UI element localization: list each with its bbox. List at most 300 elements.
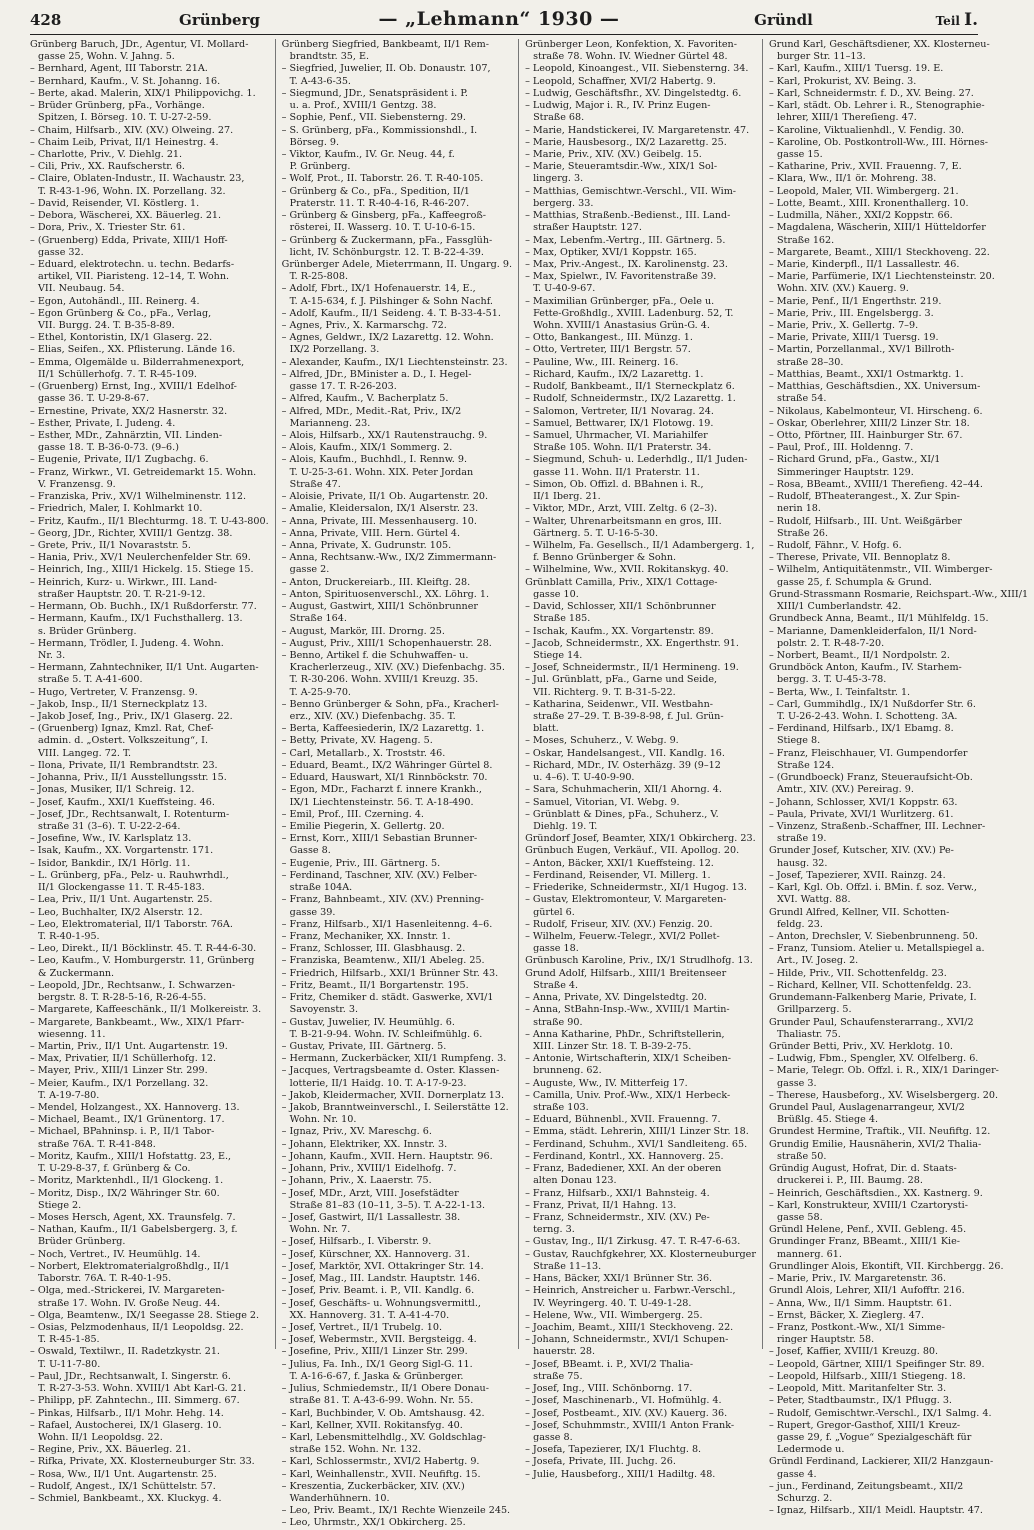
directory-entry-line: – Hugo, Vertreter, V. Franzensg. 9. — [30, 686, 198, 698]
directory-entry-line: Wanderhühnern. 10. — [289, 1493, 390, 1505]
directory-entry-line: – Josef, Schuhmmstr., XVIII/1 Anton Frank- — [525, 1419, 735, 1431]
directory-entry-line: – Max, Lebenfm.-Vertrg., III. Gärtnerg. 5. — [525, 234, 726, 246]
directory-entry-line: Straße 47. — [289, 478, 341, 490]
directory-entry-line: – Moses Hersch, Agent, XX. Traunsfelg. 7. — [30, 1212, 236, 1223]
directory-entry-line: VII. Richterg. 9. T. B-31-5-22. — [533, 686, 676, 698]
directory-entry-line: – Leo, Priv. Beamt., IX/1 Rechte Wienzeile 245. — [281, 1505, 511, 1517]
directory-entry-line: – Marie, Priv., X. Gellertg. 7–9. — [768, 320, 919, 332]
directory-entry-line: – Anton, Spirituosenverschl., XX. Löhrg. 1. — [281, 588, 490, 600]
directory-entry-line: – Leopold, Kinoangest., VII. Siebensterng. 34. — [525, 63, 749, 75]
directory-entry-line: straße 54. — [776, 393, 827, 405]
directory-entry-line: – Franz, Fleischhauer, VI. Gumpendorfer — [768, 747, 968, 759]
directory-entry-line: – Alfred, MDr., Medit.-Rat, Priv., IX/2 — [281, 405, 462, 417]
part-prefix: Teil — [935, 14, 960, 28]
directory-entry-line: – Ignaz, Hilfsarb., XII/1 Meidl. Hauptstr. 47. — [768, 1505, 983, 1517]
directory-entry-line: hauerstr. 28. — [533, 1346, 596, 1358]
directory-entry-line: Gründl Helene, Penf., XVII. Gebleng. 45. — [768, 1224, 967, 1236]
directory-entry-line: gasse 11. Wohn. II/1 Praterstr. 11. — [533, 466, 700, 478]
directory-entry-line: – Marie, Priv., IV. Margaretenstr. 36. — [768, 1273, 947, 1285]
directory-entry-line: Fette-Großhdlg., XVIII. Ladenburg. 52, T. — [533, 307, 734, 319]
directory-entry-line: – Michael, Beamt., IX/1 Grünentorg. 17. — [30, 1114, 225, 1126]
directory-entry-line: – Katharina, Seidenwr., VII. Westbahn- — [525, 698, 714, 710]
directory-entry-line: – Margarete, Kaffeeschänk., II/1 Molkereistr. 3. — [30, 1004, 262, 1016]
directory-entry-line: – Norbert, Elektromaterialgroßhdlg., II/1 — [30, 1260, 231, 1272]
directory-entry-line: Straße 68. — [533, 112, 585, 124]
directory-entry-line: – Oskar, Oberlehrer, XIII/2 Linzer Str. 18. — [768, 417, 970, 429]
directory-entry-line: alten Donau 123. — [533, 1175, 617, 1187]
directory-entry-line: – Max, Spielwr., IV. Favoritenstraße 39. — [525, 271, 717, 283]
directory-entry-line: – Anton, Bäcker, XXI/1 Kueffsteing. 12. — [525, 857, 714, 869]
directory-entry-line: – Julie, Hausbeforg., XIII/1 Hadiltg. 48. — [525, 1468, 716, 1480]
directory-entry-line: Wohn. Nr. 7. — [289, 1224, 351, 1236]
directory-entry-line: u. 4–6). T. U-40-9-90. — [533, 772, 635, 784]
directory-entry-line: Straße 124. — [776, 759, 835, 771]
directory-entry-line: – Ernst, Bäcker, X. Zieglerg. 47. — [768, 1309, 925, 1321]
directory-entry-line: – Johann, Kaufm., XVII. Hern. Hauptstr. 96. — [281, 1150, 493, 1162]
directory-entry-line: – Josef, Marktör, XVI. Ottakringer Str. 14. — [281, 1260, 484, 1272]
directory-entry-line: – Ischak, Kaufm., XX. Vorgartenstr. 89. — [525, 625, 714, 637]
directory-entry-line: VII. Burgg. 24. T. B-35-8-89. — [38, 320, 175, 332]
directory-entry-line: nerin 18. — [776, 503, 821, 515]
directory-entry-line: – Karoline, Ob. Postkontroll-Ww., III. Hörnes- — [768, 136, 989, 148]
directory-entry-line: – Peter, Stadtbaumstr., IX/1 Pflugg. 3. — [768, 1395, 952, 1407]
directory-entry-line: artikel, VII. Piaristeng. 12–14, T. Wohn. — [38, 271, 230, 283]
directory-entry-line: – Franz, Wirkwr., VI. Getreidemarkt 15. Wohn. — [30, 466, 257, 478]
directory-entry-line: – Matthias, Straßenb.-Bedienst., III. Land- — [525, 210, 731, 222]
directory-entry-line: – Karoline, Viktualienhdl., V. Fendig. 30. — [768, 124, 965, 136]
directory-entry-line: – Heinrich, Kurz- u. Wirkwr., III. Land- — [30, 576, 217, 588]
column-3 — [518, 39, 762, 1480]
directory-entry-line: gasse 58. — [776, 1212, 823, 1223]
directory-entry-line: – Johann, Schneidermstr., XVI/1 Schupen- — [525, 1334, 729, 1346]
directory-entry-line: – Marie, Steueramtsdir.-Ww., XIX/1 Sol- — [525, 161, 718, 173]
directory-entry-line: T. A-16-6-67, f. Jaska & Grünberger. — [289, 1370, 464, 1382]
directory-entry-line: – Eduard, Beamt., IX/2 Währinger Gürtel 8. — [281, 759, 493, 771]
directory-entry-line: – Eduard, Bühnenbl., XVII. Frauenng. 7. — [525, 1114, 721, 1126]
directory-entry-line: – Antonie, Wirtschafterin, XIX/1 Scheiben- — [525, 1053, 732, 1065]
directory-entry-line: Kracherlerzeug., XIV. (XV.) Diefenbachg. 35. — [289, 662, 505, 674]
directory-entry-line: – Richard, Kaufm., IX/2 Lazarettg. 1. — [525, 368, 704, 380]
directory-entry-line: – Franz, Bahnbeamt., XIV. (XV.) Prenning- — [281, 894, 484, 906]
directory-entry-line: – Berte, akad. Malerin, XIX/1 Philippovichg. 1. — [30, 87, 256, 99]
directory-entry-line: – Marie, Kinderpfl., II/1 Lassallestr. 46. — [768, 258, 960, 270]
directory-entry-line: – Moritz, Kaufm., XIII/1 Hofstattg. 23, E., — [30, 1150, 232, 1162]
directory-entry-line: – Camilla, Univ. Prof.-Ww., XIX/1 Herbeck- — [525, 1089, 731, 1101]
directory-entry-line: Straße 26. — [776, 527, 829, 539]
directory-entry-line: straßer Hauptstr. 127. — [533, 222, 642, 234]
directory-entry-line: hausg. 32. — [776, 857, 828, 869]
directory-entry-line: T. R-30-206. Wohn. XVIII/1 Kreuzg. 35. — [289, 674, 479, 686]
directory-entry-line: – Kreszentia, Zuckerbäcker, XIV. (XV.) — [281, 1480, 465, 1492]
directory-entry-line: – Anton, Druckereiarb., III. Kleiftg. 28. — [281, 576, 471, 588]
directory-entry-line: – Josef, Vertret., II/1 Trubelg. 10. — [281, 1321, 442, 1333]
directory-entry-line: – Leopold, Mitt. Maritanfelter Str. 3. — [768, 1383, 947, 1395]
directory-entry-line: Grünberg Siegfried, Bankbeamt, II/1 Rem- — [281, 39, 490, 50]
directory-entry-line: – Josef, Mag., III. Landstr. Hauptstr. 146. — [281, 1273, 481, 1285]
directory-entry-line: – Olga, med.-Strickerei, IV. Margareten- — [30, 1285, 225, 1297]
directory-entry-line: – Salomon, Vertreter, II/1 Novarag. 24. — [525, 405, 714, 417]
directory-entry-line: – Johann, Priv., X. Laaerstr. 75. — [281, 1175, 432, 1187]
directory-entry-line: – Leopold, JDr., Rechtsanw., I. Schwarzen- — [30, 979, 236, 991]
directory-entry-line: – Olga, Beamtenw., IX/1 Seegasse 28. Stiege 2. — [30, 1309, 260, 1321]
directory-entry-line: gasse 3. — [776, 1077, 817, 1089]
directory-entry-line: – Eduard, elektrotechn. u. techn. Bedarfs- — [30, 258, 235, 270]
directory-entry-line: – Alois, Kaufm., XIX/1 Sommerg. 2. — [281, 442, 453, 454]
directory-entry-line: druckerei i. P., III. Baumg. 28. — [776, 1175, 923, 1187]
directory-entry-line: Nr. 3. — [38, 649, 66, 661]
directory-entry-line: Grundbeck Anna, Beamt., II/1 Mühlfeldg. 15. — [768, 613, 989, 625]
directory-entry-line: – Franziska, Beamtenw., XII/1 Abeleg. 25. — [281, 955, 485, 967]
directory-entry-line: Grundemann-Falkenberg Marie, Private, I. — [768, 992, 977, 1004]
directory-entry-line: – Grünblatt & Dines, pFa., Schuherz., V. — [525, 808, 719, 820]
directory-entry-line: – Rafael, Austocherei, IX/1 Glaserg. 10. — [30, 1419, 222, 1431]
directory-entry-line: Praterstr. 11. T. R-40-4-16, R-46-207. — [289, 197, 470, 209]
directory-entry-line: – Schmiel, Bankbeamt., XX. Kluckyg. 4. — [30, 1493, 222, 1505]
directory-entry-line: – Ferdinand, Schuhm., XVI/1 Sandleiteng. 65. — [525, 1138, 748, 1150]
directory-entry-line: – Hans, Bäcker, XXI/1 Brünner Str. 36. — [525, 1273, 713, 1285]
directory-entry-line: burger Str. 11–13. — [776, 51, 866, 63]
directory-entry-line: – Moritz, Disp., IX/2 Währinger Str. 60. — [30, 1187, 220, 1199]
directory-entry-line: gürtel 6. — [533, 906, 575, 918]
directory-entry-line: Straße 4. — [533, 979, 579, 991]
directory-entry-line: bergstr. 8. T. R-28-5-16, R-26-4-55. — [38, 992, 207, 1004]
directory-entry-line: Grundl Alois, Lehrer, XII/1 Aufofftr. 216. — [768, 1285, 965, 1297]
directory-entry-line: – Alexander, Kaufm., IX/1 Liechtensteinstr. 23. — [281, 356, 508, 368]
directory-entry-line: Wohn. Nr. 10. — [289, 1114, 357, 1126]
directory-entry-line: V. Franzensg. 9. — [38, 478, 116, 490]
directory-entry-line: Grunder Josef, Kutscher, XIV. (XV.) Pe- — [768, 845, 954, 857]
directory-entry-line: – Hermann, Ob. Buchh., IX/1 Rußdorferstr. 77. — [30, 601, 257, 613]
directory-entry-line: – Karl, Schneidermstr. f. D., XV. Being. 27. — [768, 87, 974, 99]
directory-entry-line: – Grünberg & Co., pFa., Spedition, II/1 — [281, 185, 470, 197]
directory-entry-line: Grundinger Franz, BBeamt., XIII/1 Kie- — [768, 1236, 961, 1248]
directory-entry-line: – Carl, Metallarb., X. Troststr. 46. — [281, 747, 446, 759]
directory-entry-line: straße 90. — [533, 1016, 583, 1028]
directory-entry-line: – Emil, Prof., III. Czerning. 4. — [281, 808, 424, 820]
directory-entry-line: mannerg. 61. — [776, 1248, 842, 1260]
directory-entry-line: – Otto, Vertreter, III/1 Bergstr. 57. — [525, 344, 691, 356]
directory-entry-line: gasse 18. T. B-36-0-73. (9–6.) — [38, 442, 179, 454]
directory-entry-line: – Sophie, Penf., VII. Siebensterng. 29. — [281, 112, 466, 124]
directory-entry-line: ringer Hauptstr. 58. — [776, 1334, 875, 1346]
directory-entry-line: Grillparzerg. 5. — [776, 1004, 852, 1016]
directory-entry-line: – Leo, Direkt., II/1 Böcklinstr. 45. T. R-44-6-30. — [30, 943, 257, 955]
directory-entry-line: – Paul, JDr., Rechtsanwalt, I. Singerstr. 6. — [30, 1370, 231, 1382]
directory-entry-line: T. U-40-9-67. — [533, 283, 596, 295]
directory-entry-line: – Bernhard, Kaufm., V. St. Johanng. 16. — [30, 75, 221, 87]
directory-entry-line: – Josef, Hilfsarb., I. Viberstr. 9. — [281, 1236, 432, 1248]
directory-entry-line: – Ernst, Korr., XIII/1 Sebastian Brunner- — [281, 833, 478, 845]
directory-entry-line: – Karl, Konstrukteur, XVIII/1 Czartorysti- — [768, 1199, 968, 1211]
directory-entry-line: – Gustav, Elektromonteur, V. Margareten- — [525, 894, 727, 906]
directory-entry-line: gasse 29, f. „Vogue“ Spezialgeschäft für — [776, 1431, 972, 1443]
directory-entry-line: – Josefine, Ww., IV. Karlsplatz 13. — [30, 833, 192, 845]
directory-entry-line: – Rudolf, Gemischtwr.-Verschl., IX/1 Salmg. 4. — [768, 1407, 992, 1419]
directory-entry-line: T. A-25-9-70. — [289, 686, 351, 698]
directory-entry-line: – Rosa, Ww., II/1 Unt. Augartenstr. 25. — [30, 1468, 217, 1480]
directory-entry-line: – Philipp, pF. Zahntechn., III. Simmerg. 67. — [30, 1395, 240, 1407]
directory-entry-line: – Charlotte, Priv., V. Diehlg. 21. — [30, 148, 183, 160]
directory-entry-line: – Johann, Elektriker, XX. Innstr. 3. — [281, 1138, 448, 1150]
directory-entry-line: – Fritz, Kaufm., II/1 Blechturmg. 18. T. U-43-800. — [30, 515, 269, 527]
directory-entry-line: – Marie, Priv., III. Engelsbergg. 3. — [768, 307, 934, 319]
directory-entry-line: Grünberg Baruch, JDr., Agentur, VI. Mollard- — [30, 39, 249, 50]
directory-entry-line: – Hermann, Trödler, I. Judeng. 4. Wohn. — [30, 637, 224, 649]
directory-entry-line: – Simon, Ob. Offizl. d. BBahnen i. R., — [525, 478, 704, 490]
directory-entry-line: – Leo, Kaufm., V. Homburgerstr. 11, Grünberg — [30, 955, 255, 967]
directory-entry-line: – Emilie Piegerin, X. Gellertg. 20. — [281, 821, 445, 832]
directory-entry-line: – Anna, StBahn-Insp.-Ww., XVIII/1 Martin- — [525, 1004, 730, 1016]
directory-entry-line: – Egon, Autohändl., III. Reinerg. 4. — [30, 295, 200, 307]
directory-entry-line: – Michael, BPahninsp. i. P., II/1 Tabor- — [30, 1126, 215, 1138]
directory-entry-line: – Grete, Priv., II/1 Novaraststr. 5. — [30, 539, 191, 551]
directory-entry-line: XIII. Linzer Str. 18. T. B-39-2-75. — [533, 1040, 692, 1052]
directory-entry-line: – Sara, Schuhmacherin, XII/1 Ahorng. 4. — [525, 784, 722, 796]
directory-entry-line: – Max, Privatier, II/1 Schüllerhofg. 12. — [30, 1053, 217, 1065]
directory-entry-line: – Egon Grünberg & Co., pFa., Verlag, — [30, 307, 212, 319]
directory-entry-line: – Anna, Private, III. Messenhauserg. 10. — [281, 515, 477, 527]
directory-entry-line: brandtstr. 35, E. — [289, 51, 370, 63]
directory-entry-line: – Dora, Priv., X. Triester Str. 61. — [30, 222, 186, 234]
directory-entry-line: – Carl, Gummihdlg., IX/1 Nußdorfer Str. 6. — [768, 698, 976, 710]
directory-entry-line: – Moritz, Marktenhdl., II/1 Glockeng. 1. — [30, 1175, 224, 1187]
directory-entry-line: – Viktor, Kaufm., IV. Gr. Neug. 44, f. — [281, 148, 455, 160]
directory-entry-line: Wohn. XIV. (XV.) Kauerg. 9. — [776, 283, 909, 295]
directory-entry-line: – August, Markör, III. Drorng. 25. — [281, 625, 445, 637]
directory-entry-line: – Viktor, MDr., Arzt, VIII. Zeltg. 6 (2–3). — [525, 503, 718, 515]
directory-entry-line: – Samuel, Bettwarer, IX/1 Flotowg. 19. — [525, 417, 714, 429]
directory-entry-line: – Katharine, Priv., XVII. Frauenng. 7, E. — [768, 161, 962, 173]
directory-entry-line: – Paula, Private, XVI/1 Wurlitzerg. 61. — [768, 808, 954, 820]
directory-entry-line: – Magdalena, Wäscherin, XIII/1 Hütteldorfer — [768, 222, 986, 234]
directory-entry-line: – Osias, Pelzmodenhaus, II/1 Leopoldsg. 22. — [30, 1321, 244, 1333]
directory-entry-line: Gärtnerg. 5. T. U-16-5-30. — [533, 527, 659, 539]
directory-entry-line: – Leopold, Hilfsarb., XIII/1 Stiegeng. 18. — [768, 1370, 966, 1382]
directory-entry-line: – Franz, Tunsiom. Atelier u. Metallspiegel a. — [768, 943, 985, 955]
directory-entry-line: straße 75. — [533, 1370, 583, 1382]
directory-entry-line: – Anna, Private, VIII. Hern. Gürtel 4. — [281, 527, 461, 539]
directory-entry-line: IX/2 Porzellang. 3. — [289, 344, 380, 356]
directory-entry-line: – Johann, Priv., XVIII/1 Eidelhofg. 7. — [281, 1163, 457, 1175]
directory-entry-line: – Marianne, Damenkleiderfalon, II/1 Nord- — [768, 625, 977, 637]
directory-entry-line: straße 19. — [776, 833, 827, 845]
directory-entry-line: blatt. — [533, 723, 559, 735]
directory-entry-line: – Rudolf, Fähnr., V. Hofg. 6. — [768, 539, 902, 551]
directory-entry-line: Stiege 14. — [533, 649, 583, 661]
directory-entry-line: T. U-25-3-61. Wohn. XIX. Peter Jordan — [289, 466, 474, 478]
directory-entry-line: – Franz, Postkont.-Ww., XI/1 Simme- — [768, 1321, 945, 1333]
directory-entry-line: Taborstr. 76A. T. R-40-1-95. — [38, 1273, 172, 1285]
directory-entry-line: Straße 105. Wohn. II/1 Praterstr. 34. — [533, 442, 712, 454]
directory-entry-line: Gründig August, Hofrat, Dir. d. Staats- — [768, 1163, 957, 1175]
directory-entry-line: – Joachim, Beamt., XIII/1 Steckhoveng. 22. — [525, 1321, 734, 1333]
directory-entry-line: – Karl, Schlossermstr., XVI/2 Habertg. 9. — [281, 1456, 480, 1468]
directory-entry-line: Grünberger Leon, Konfektion, X. Favoriten- — [525, 39, 737, 50]
directory-entry-line: – Otto, Bankangest., III. Münzg. 1. — [525, 332, 693, 344]
directory-entry-line: – Emma, Olgemälde u. Bilderrahmenexport, — [30, 356, 245, 368]
directory-entry-line: – Isidor, Bankdir., IX/1 Hörlg. 11. — [30, 857, 191, 869]
directory-entry-line: – Berta, Kaffeesiederin, IX/2 Lazarettg. 1. — [281, 723, 485, 735]
directory-entry-line: – Wilhelmine, Ww., XVII. Rokitanskyg. 40. — [525, 564, 729, 576]
directory-entry-line: T. B-21-9-94. Wohn. IV. Schleifmühlg. 6. — [289, 1028, 483, 1040]
directory-entry-line: P. Grünberg. — [289, 161, 351, 173]
directory-entry-line: – Margarete, Beamt., XIII/1 Steckhoveng. 22. — [768, 246, 990, 258]
directory-entry-line: – Hermann, Kaufm., IX/1 Fuchsthallerg. 13. — [30, 613, 243, 625]
directory-entry-line: gasse 17. T. R-26-203. — [289, 381, 397, 393]
directory-entry-line: – Brüder Grünberg, pFa., Vorhänge. — [30, 100, 205, 112]
directory-entry-line: – Therese, Hausbeforg., XV. Wiselsbergerg. 20. — [768, 1089, 999, 1101]
directory-entry-line: – Matthias, Geschäftsdien., XX. Universum- — [768, 381, 981, 393]
directory-entry-line: Grunder Paul, Schaufensterarrang., XVI/2 — [768, 1016, 974, 1028]
directory-entry-line: T. R-40-1-95. — [38, 930, 100, 942]
directory-entry-line: – Siegmund, Schuh- u. Lederhdlg., II/1 Juden- — [525, 454, 748, 466]
directory-entry-line: – Rudolf, BTheaterangest., X. Zur Spin- — [768, 491, 960, 503]
directory-entry-line: bergerg. 33. — [533, 197, 594, 209]
directory-entry-line: straße 76A. T. R-41-848. — [38, 1138, 156, 1150]
directory-entry-line: – Johann, Schlosser, XVI/1 Koppstr. 63. — [768, 796, 958, 808]
directory-entry-line: – Franz, Privat, II/1 Hahng. 13. — [525, 1199, 677, 1211]
directory-entry-line: – Karl, städt. Ob. Lehrer i. R., Stenographie- — [768, 100, 985, 112]
directory-entry-line: – Samuel, Uhrmacher, VI. Mariahilfer — [525, 430, 708, 441]
directory-entry-line: gasse 2. — [289, 564, 330, 576]
directory-entry-line: – Josef, Webermstr., XVII. Bergsteigg. 4. — [281, 1334, 477, 1346]
directory-entry-line: Simmeringer Hauptstr. 129. — [776, 466, 914, 478]
directory-entry-line: admin. d. „Ostert. Volkszeitung“, I. — [38, 735, 209, 747]
directory-entry-line: gasse 32. — [38, 246, 84, 258]
directory-entry-line: – Maximilian Grünberger, pFa., Oele u. — [525, 295, 715, 307]
directory-entry-line: Gründl Ferdinand, Lackierer, XII/2 Hanzgaun- — [768, 1456, 994, 1468]
directory-columns — [30, 39, 1029, 1529]
directory-entry-line: – Leo, Buchhalter, IX/2 Alserstr. 12. — [30, 906, 203, 918]
directory-entry-line: – Matthias, Beamt., XXI/1 Ostmarktg. 1. — [768, 368, 964, 380]
part-number: I. — [964, 10, 978, 30]
directory-entry-line: – Ludmilla, Näher., XXI/2 Koppstr. 66. — [768, 210, 953, 222]
directory-entry-line: – Marie, Penf., II/1 Engerthstr. 219. — [768, 295, 942, 307]
directory-entry-line: Schurzg. 2. — [776, 1493, 833, 1505]
directory-entry-line: Grünberger Adele, Mieterrmann, II. Ungarg. 9. — [281, 258, 513, 270]
directory-entry-line: s. Brüder Grünberg. — [38, 625, 137, 637]
directory-entry-line: – Ludwig, Major i. R., IV. Prinz Eugen- — [525, 100, 711, 112]
directory-entry-line: straße 50. — [776, 1150, 827, 1162]
directory-entry-line: – Amalie, Kleidersalon, IX/1 Alserstr. 23. — [281, 503, 479, 515]
column-4 — [762, 39, 1034, 1517]
directory-entry-line: – Jakob, Kleidermacher, XVII. Dornerplatz 13. — [281, 1089, 505, 1101]
directory-entry-line: gasse 25, Wohn. V. Jahng. 5. — [38, 51, 175, 63]
directory-entry-line: – Rudolf, Schneidermstr., IX/2 Lazarettg. 1. — [525, 393, 736, 405]
directory-entry-line: polstr. 2. T. R-48-7-20. — [776, 637, 885, 649]
directory-entry-line: – Karl, Kgl. Ob. Offzl. i. BMin. f. soz. Verw., — [768, 882, 977, 894]
directory-entry-line: Straße 185. — [533, 613, 591, 625]
directory-entry-line: – Otto, Pförtner, III. Hainburger Str. 67. — [768, 430, 963, 441]
directory-entry-line: – August, Gastwirt, XIII/1 Schönbrunner — [281, 601, 478, 613]
directory-entry-line: straße 28–30. — [776, 356, 844, 368]
directory-entry-line: – Rifka, Private, XX. Klosterneuburger Str. 33. — [30, 1456, 255, 1468]
directory-entry-line: lotterie, II/1 Haidg. 10. T. A-17-9-23. — [289, 1077, 467, 1089]
directory-entry-line: straße 152. Wohn. Nr. 132. — [289, 1444, 422, 1456]
directory-entry-line: – Wilhelm, Fa. Gesellsch., II/1 Adambergerg. 1, — [525, 539, 755, 551]
directory-entry-line: – Emma, städt. Lehrerin, XIII/1 Linzer Str. 18. — [525, 1126, 749, 1138]
directory-entry-line: – Lotte, Beamt., XIII. Kronenthallerg. 10. — [768, 197, 969, 209]
directory-entry-line: – L. Grünberg, pFa., Pelz- u. Rauhwrhdl., — [30, 869, 229, 881]
directory-entry-line: Ledermode u. — [776, 1444, 845, 1456]
directory-entry-line: Straße 164. — [289, 613, 347, 625]
directory-entry-line: lehrer, XIII/1 Thereſieng. 47. — [776, 112, 917, 124]
directory-entry-line: – Hermann, Zahntechniker, II/1 Unt. Augarten- — [30, 662, 259, 674]
directory-entry-line: – Ignaz, Priv., XV. Mareschg. 6. — [281, 1126, 432, 1138]
directory-entry-line: – Josefa, Tapezierer, IX/1 Fluchtg. 8. — [525, 1444, 702, 1456]
directory-entry-line: f. Benno Grünberger & Sohn. — [533, 552, 677, 564]
directory-entry-line: Savoyenstr. 3. — [289, 1004, 358, 1016]
directory-entry-line: – Josef, Tapezierer, XVII. Rainzg. 24. — [768, 869, 946, 881]
directory-entry-line: – Martin, Priv., II/1 Unt. Augartenstr. 19. — [30, 1040, 228, 1052]
directory-entry-line: II/1 Schüllerhofg. 7. T. R-45-109. — [38, 368, 197, 380]
directory-entry-line: – Matthias, Gemischtwr.-Verschl., VII. Wim- — [525, 185, 737, 197]
directory-entry-line: – Anna, Private, XV. Dingelstedtg. 20. — [525, 992, 707, 1004]
directory-entry-line: – Max, Optiker, XVI/1 Koppstr. 165. — [525, 246, 697, 258]
directory-entry-line: – Marie, Hausbesorg., IX/2 Lazarettg. 25. — [525, 136, 727, 148]
column-1 — [30, 39, 275, 1505]
directory-entry-line: – Gustav, Rauchfgkehrer, XX. Klosterneuburger — [525, 1248, 756, 1260]
directory-entry-line: – Paul, Prof., III. Holdenng. 7. — [768, 442, 914, 454]
directory-entry-line: Grundlinger Alois, Ekontift, VII. Kirchbergg. 26. — [768, 1260, 1004, 1272]
directory-entry-line: T. U-11-7-80. — [38, 1358, 101, 1370]
directory-entry-line: – (Grundboeck) Franz, Steueraufsicht-Ob. — [768, 772, 973, 784]
directory-entry-line: terng. 3. — [533, 1224, 575, 1236]
directory-entry-line: – Karl, Kaufm., XIII/1 Tuersg. 19. E. — [768, 63, 944, 75]
directory-entry-line: – Leopold, Gärtner, XIII/1 Speifinger Str. 89. — [768, 1358, 985, 1370]
directory-entry-line: – Friedrich, Hilfsarb., XXI/1 Brünner Str. 43. — [281, 967, 499, 979]
directory-entry-line: – Klara, Ww., II/1 ör. Mohreng. 38. — [768, 173, 937, 185]
directory-entry-line: – Aloisie, Private, II/1 Ob. Augartenstr. 20. — [281, 491, 489, 503]
directory-entry-line: T. A-15-634, f. J. Pilshinger & Sohn Nachf. — [289, 295, 493, 307]
directory-entry-line: – Marie, Priv., XIV. (XV.) Geibelg. 15. — [525, 148, 702, 160]
directory-entry-line: – Samuel, Vitorian, VI. Webg. 9. — [525, 796, 680, 808]
directory-entry-line: u. a. Prof., XVIII/1 Gentzg. 38. — [289, 100, 437, 112]
directory-entry-line: – Leopold, Schaffner, XVI/2 Habertg. 9. — [525, 75, 716, 87]
directory-entry-line: – Franz, Hilfsarb., XI/1 Hasenleitenng. 4–6. — [281, 918, 493, 930]
directory-entry-line: – Anna, Private, X. Gudrunstr. 105. — [281, 539, 452, 551]
directory-entry-line: – Gustav, Ing., II/1 Zirkusg. 47. T. R-47-6-63. — [525, 1236, 741, 1248]
directory-entry-line: – Ethel, Kontoristin, IX/1 Glaserg. 22. — [30, 332, 213, 344]
directory-entry-line: – Marie, Parfümerie, IX/1 Liechtensteinstr. 20. — [768, 271, 995, 283]
directory-entry-line: – Alois, Kaufm., Buchhdl., I. Rennw. 9. — [281, 454, 468, 466]
directory-entry-line: – Debora, Wäscherei, XX. Bäuerleg. 21. — [30, 210, 222, 222]
directory-entry-line: – Rupert, Gregor-Gasthof, XIII/1 Kreuz- — [768, 1419, 961, 1431]
directory-entry-line: gasse 25, f. Schumpla & Grund. — [776, 576, 932, 588]
directory-entry-line: rösterei, II. Wasserg. 10. T. U-10-6-15. — [289, 222, 476, 234]
directory-entry-line: – Alfred, Kaufm., V. Bacherplatz 5. — [281, 393, 449, 405]
directory-entry-line: – Richard, Kellner, VII. Schottenfeldg. 23. — [768, 979, 972, 991]
directory-entry-line: Grünblatt Camilla, Priv., XIX/1 Cottage- — [525, 576, 718, 588]
directory-entry-line: – Josef, Kürschner, XX. Hannoverg. 31. — [281, 1248, 470, 1260]
directory-entry-line: – Josefine, Priv., XIII/1 Linzer Str. 299. — [281, 1346, 468, 1358]
directory-entry-line: T. U-26-2-43. Wohn. I. Schotteng. 3A. — [776, 711, 958, 723]
directory-entry-line: II/1 Glockengasse 11. T. R-45-183. — [38, 882, 205, 894]
directory-entry-line: – Josef, JDr., Rechtsanwalt, I. Rotenturm- — [30, 808, 230, 820]
directory-entry-line: – Moses, Schuherz., V. Webg. 9. — [525, 735, 679, 747]
directory-entry-line: Grundel Paul, Auslagenarrangeur, XVI/2 — [768, 1102, 965, 1114]
directory-entry-line: – Heinrich, Anstreicher u. Farbwr.-Verschl., — [525, 1285, 736, 1297]
directory-entry-line: – Anton, Drechsler, V. Siebenbrunneng. 50. — [768, 930, 978, 942]
directory-entry-line: – Betty, Private, XV. Hageng. 5. — [281, 735, 433, 747]
directory-entry-line: – Anna, Rechtsanw.-Ww., IX/2 Zimmermann- — [281, 552, 497, 564]
directory-entry-line: – Franz, Schlosser, III. Glasbhausg. 2. — [281, 943, 466, 955]
directory-entry-line: – Vinzenz, Straßenb.-Schaffner, III. Lechner- — [768, 821, 986, 832]
directory-entry-line: Amtr., XIV. (XV.) Pereirag. 9. — [776, 784, 914, 796]
directory-entry-line: Spitzen, I. Börseg. 10. T. U-27-2-59. — [38, 112, 212, 124]
directory-entry-line: – Josef, Postbeamt., XIV. (XV.) Kauerg. 36. — [525, 1407, 728, 1419]
directory-entry-line: – (Gruenberg) Edda, Private, XIII/1 Hoff- — [30, 234, 228, 246]
